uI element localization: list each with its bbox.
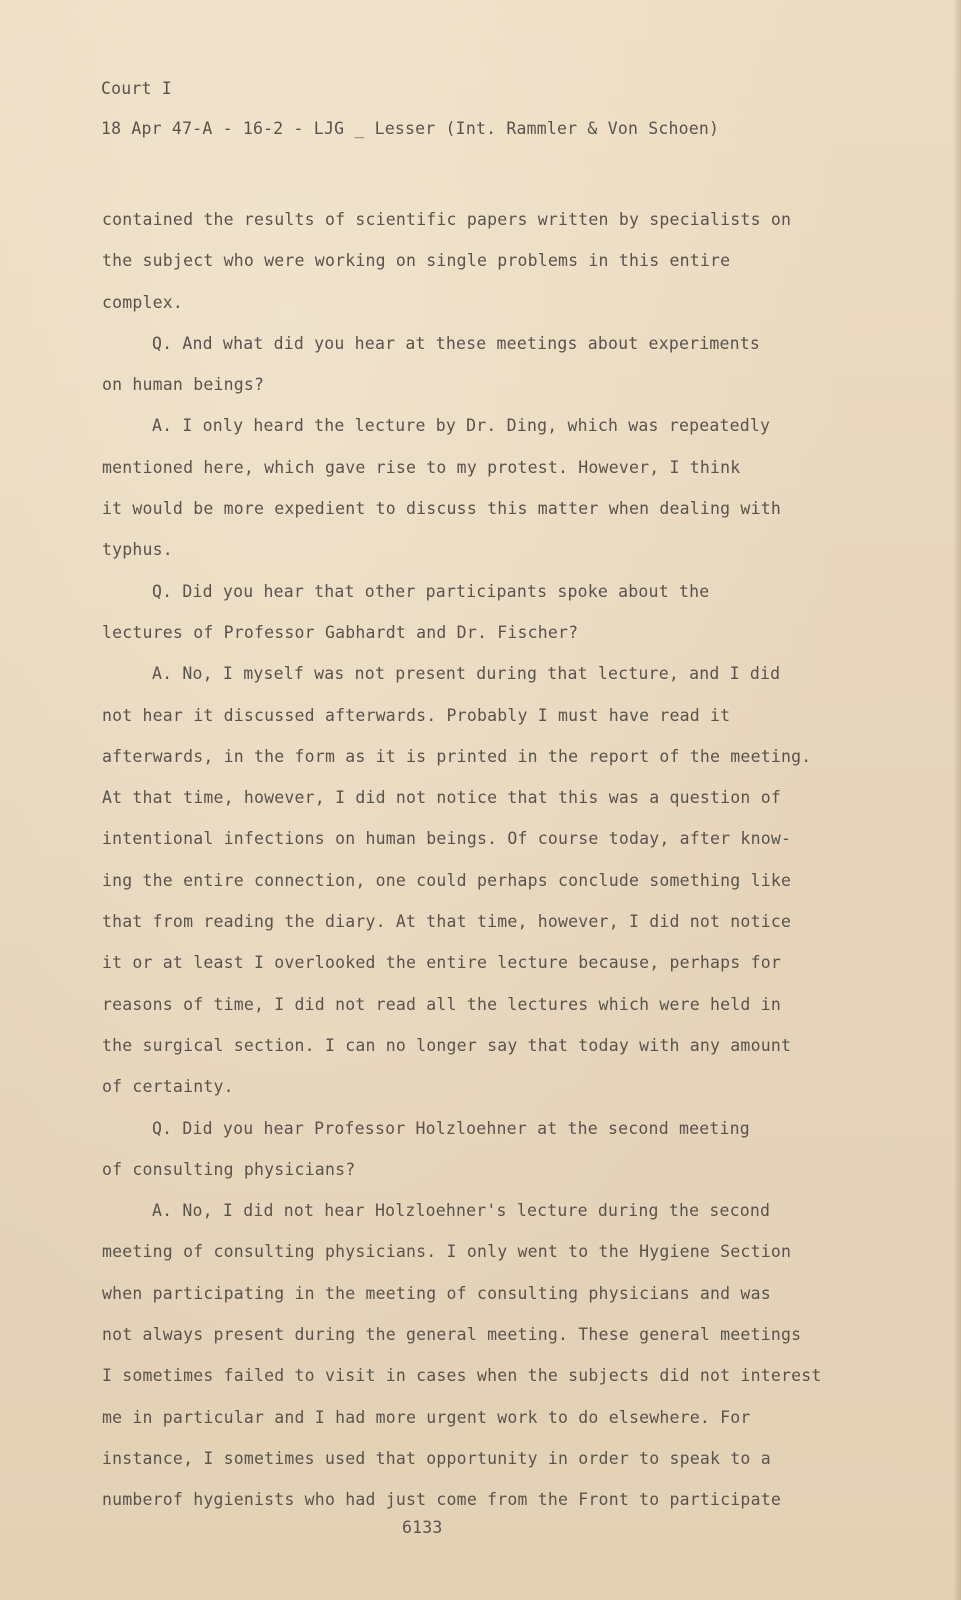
transcript-line: ing the entire connection, one could perhaps conclude something like xyxy=(102,870,792,890)
transcript-line: lectures of Professor Gabhardt and Dr. Fischer? xyxy=(102,622,579,642)
transcript-line: not hear it discussed afterwards. Probably I must have read it xyxy=(102,705,731,725)
transcript-line: At that time, however, I did not notice that this was a question of xyxy=(102,788,781,808)
page-number: 6133 xyxy=(402,1518,443,1537)
transcript-line-question: Q. Did you hear Professor Holzloehner at the second meeting xyxy=(152,1118,750,1138)
transcript-line-answer: A. I only heard the lecture by Dr. Ding, which was repeatedly xyxy=(152,416,771,436)
transcript-line: it would be more expedient to discuss this matter when dealing with xyxy=(102,499,781,519)
transcript-line: when participating in the meeting of consulting physicians and was xyxy=(102,1283,771,1303)
transcript-line: intentional infections on human beings. Of course today, after know- xyxy=(102,829,792,849)
transcript-line: afterwards, in the form as it is printed in the report of the meeting. xyxy=(102,746,812,766)
transcript-line: mentioned here, which gave rise to my protest. However, I think xyxy=(102,457,741,477)
transcript-line: meeting of consulting physicians. I only went to the Hygiene Section xyxy=(102,1242,792,1262)
transcript-line: typhus. xyxy=(102,540,173,560)
transcript-line: of consulting physicians? xyxy=(102,1159,356,1179)
transcript-line: I sometimes failed to visit in cases when the subjects did not interest xyxy=(102,1366,822,1386)
court-label: Court I xyxy=(101,79,172,98)
transcript-line: instance, I sometimes used that opportunity in order to speak to a xyxy=(102,1448,771,1468)
transcript-body xyxy=(102,199,842,1521)
transcript-line-question: Q. Did you hear that other participants spoke about the xyxy=(152,581,710,601)
transcript-line: not always present during the general meeting. These general meetings xyxy=(102,1325,802,1345)
transcript-line: numberof hygienists who had just come from the Front to participate xyxy=(102,1490,781,1510)
page-edge-shadow xyxy=(953,0,961,1600)
transcript-line: contained the results of scientific papers written by specialists on xyxy=(102,210,792,229)
transcript-line: the subject who were working on single problems in this entire xyxy=(102,251,731,271)
transcript-line: that from reading the diary. At that time, however, I did not notice xyxy=(102,912,792,932)
transcript-line: reasons of time, I did not read all the lectures which were held in xyxy=(102,994,781,1014)
transcript-line: of certainty. xyxy=(102,1077,234,1097)
transcript-line: it or at least I overlooked the entire lecture because, perhaps for xyxy=(102,953,781,973)
transcript-line: complex. xyxy=(102,292,184,312)
transcript-line-question: Q. And what did you hear at these meetings about experiments xyxy=(152,333,761,353)
transcript-line-answer: A. No, I myself was not present during that lecture, and I did xyxy=(152,664,781,684)
transcript-line-answer: A. No, I did not hear Holzloehner's lecture during the second xyxy=(152,1201,771,1221)
transcript-line: me in particular and I had more urgent work to do elsewhere. For xyxy=(102,1407,751,1427)
transcript-line: on human beings? xyxy=(102,375,265,395)
session-reference: 18 Apr 47-A - 16-2 - LJG _ Lesser (Int. Rammler & Von Schoen) xyxy=(101,119,720,138)
transcript-line: the surgical section. I can no longer say that today with any amount xyxy=(102,1035,792,1055)
